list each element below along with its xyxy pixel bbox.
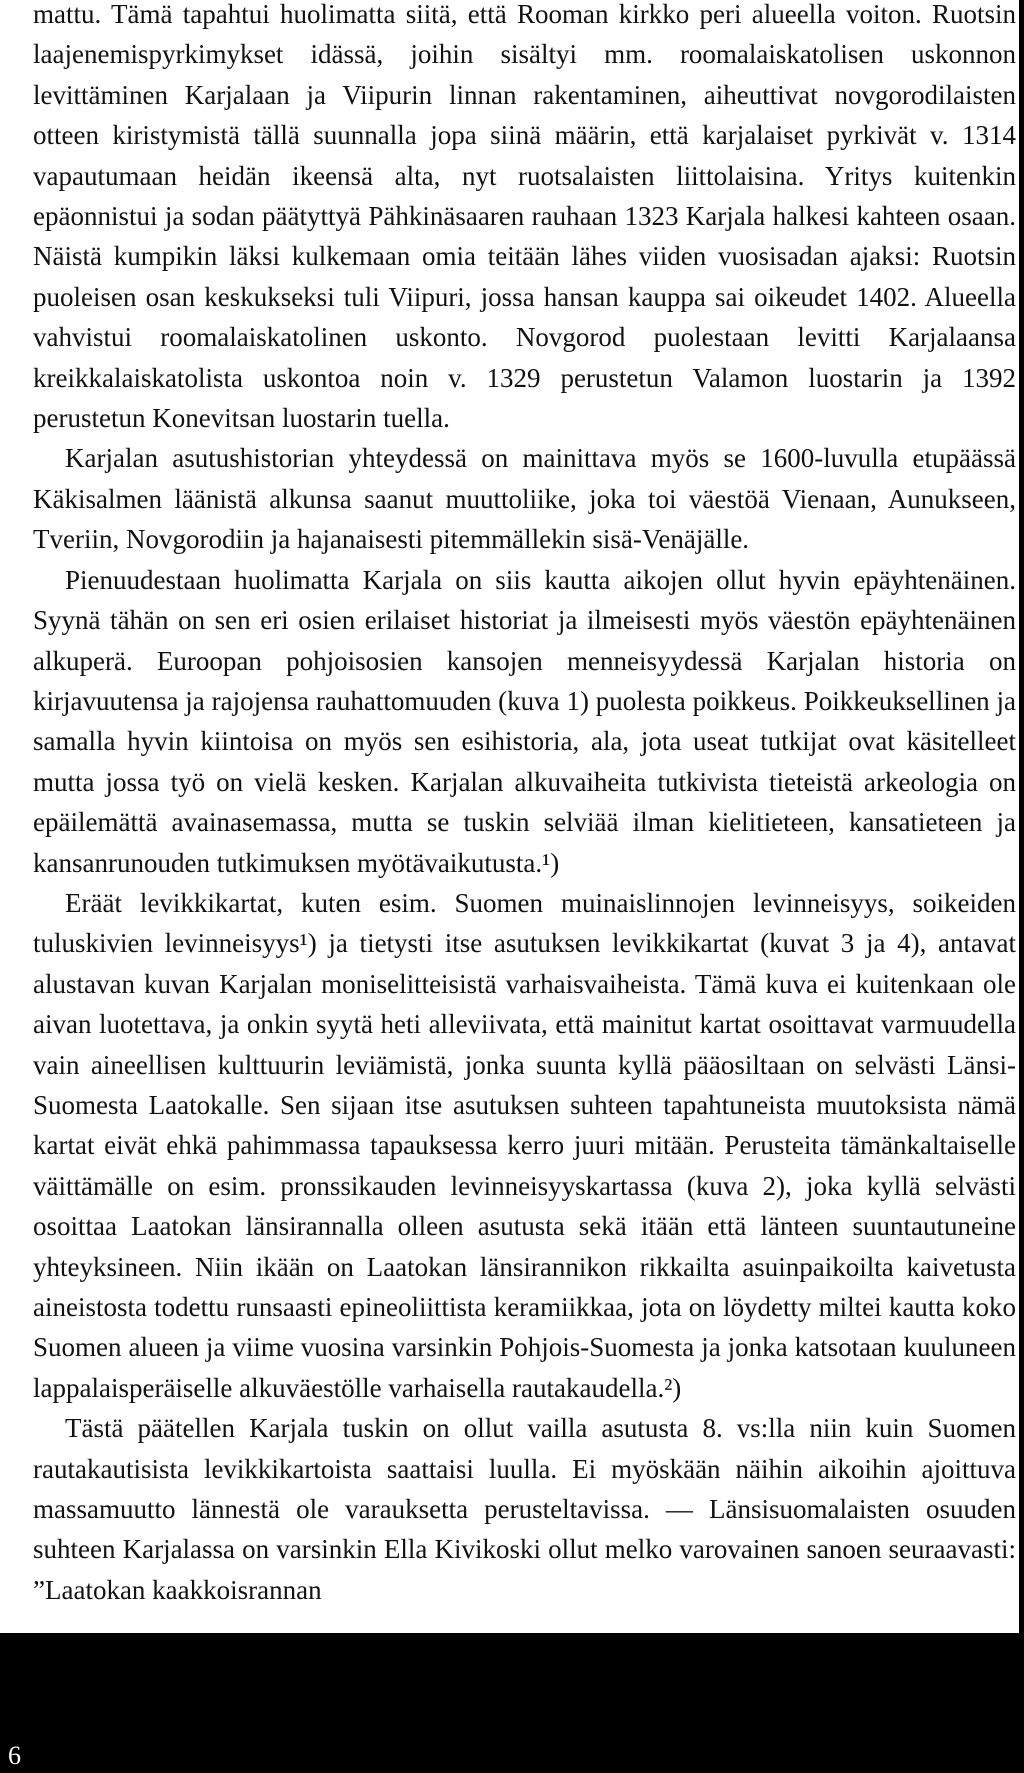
paragraph-4: Eräät levikkikartat, kuten esim. Suomen muinaislinnojen levinneisyys, soikeiden tuluskivien levinneisyys¹) ja tietysti itse asutuksen levikkikartat (kuvat 3 ja 4), antavat alustavan kuvan Karjalan moniselitteisistä varhaisvaiheista. Tämä kuva ei kuitenkaan ole aivan luotettava, ja onkin syytä heti alleviivata, että mainitut kartat osoittavat varmuudella vain aineellisen kulttuurin leviämistä, jonka suunta kyllä pääosiltaan on selvästi Länsi-Suomesta Laatokalle. Sen sijaan itse asutuksen suhteen tapahtuneista muutoksista nämä kartat eivät ehkä pahimmassa tapauksessa kerro juuri mitään. Perusteita tämänkaltaiselle väittämälle on esim. pronssikauden levinneisyyskartassa (kuva 2), joka kyllä selvästi osoittaa Laatokan länsirannalla olleen asutusta sekä itään että länteen suuntautuneine yhteyksineen. Niin ikään on Laatokan länsirannikon rikkailta asuinpaikoilta kaivetusta aineistosta todettu runsaasti epineoliittista keramiikkaa, jota on löydetty miltei kautta koko Suomen alueen ja viime vuosina varsinkin Pohjois-Suomesta ja jonka katsotaan kuuluneen lappalaisperäiselle alkuväestölle varhaisella rautakaudella.²) (33, 887, 1016, 1403)
scan-edge (1019, 0, 1024, 1773)
paragraph-5: Tästä päätellen Karjala tuskin on ollut vailla asutusta 8. vs:lla niin kuin Suomen rautakautisista levikkikartoista saattaisi luulla. Ei myöskään näihin aikoihin ajoittuva massamuutto lännestä ole varauksetta perusteltavissa. — Länsisuomalaisten osuuden suhteen Karjalassa on varsinkin Ella Kivikoski ollut melko varovainen sanoen seuraavasti: ”Laatokan kaakkoisrannan (33, 1413, 1016, 1605)
page-number: 6 (8, 1741, 21, 1770)
paragraph-3: Pienuudestaan huolimatta Karjala on siis kautta aikojen ollut hyvin epäyhtenäinen. Syynä tähän on sen eri osien erilaiset historiat ja ilmeisesti myös väestön epäyhtenäinen alkuperä. Euroopan pohjoisosien kansojen menneisyydessä Karjalan historia on kirjavuutensa ja rajojensa rauhattomuuden (kuva 1) puolesta poikkeus. Poikkeuksellinen ja samalla hyvin kiintoisa on myös sen esihistoria, ala, jota useat tutkijat ovat käsitelleet mutta jossa työ on vielä kesken. Karjalan alkuvaiheita tutkivista tieteistä arkeologia on epäilemättä avainasemassa, mutta se tuskin selviää ilman kielitieteen, kansatieteen ja kansanrunouden tutkimuksen myötävaikutusta.¹) (33, 564, 1016, 878)
paragraph-2: Karjalan asutushistorian yhteydessä on mainittava myös se 1600-luvulla etupäässä Käkisalmen läänistä alkunsa saanut muuttoliike, joka toi väestöä Vienaan, Aunukseen, Tveriin, Novgorodiin ja hajanaisesti pitemmällekin sisä-Venäjälle. (33, 443, 1016, 555)
footer-band (0, 1633, 1024, 1773)
body-text (33, 0, 1016, 1610)
paragraph-1: mattu. Tämä tapahtui huolimatta siitä, että Rooman kirkko peri alueella voiton. Ruotsin laajenemispyrkimykset idässä, joihin sisältyi mm. roomalaiskatolisen uskonnon levittäminen Karjalaan ja Viipurin linnan rakentaminen, aiheuttivat novgorodilaisten otteen kiristymistä tällä suunnalla jopa siinä määrin, että karjalaiset pyrkivät v. 1314 vapautumaan heidän ikeensä alta, nyt ruotsalaisten liittolaisina. Yritys kuitenkin epäonnistui ja sodan päätyttyä Pähkinäsaaren rauhaan 1323 Karjala halkesi kahteen osaan. Näistä kumpikin läksi kulkemaan omia teitään lähes viiden vuosisadan ajaksi: Ruotsin puoleisen osan keskukseksi tuli Viipuri, jossa hansan kauppa sai oikeudet 1402. Alueella vahvistui roomalaiskatolinen uskonto. Novgorod puolestaan levitti Karjalaansa kreikkalaiskatolista uskontoa noin v. 1329 perustetun Valamon luostarin ja 1392 perustetun Konevitsan luostarin tuella. (33, 0, 1016, 434)
